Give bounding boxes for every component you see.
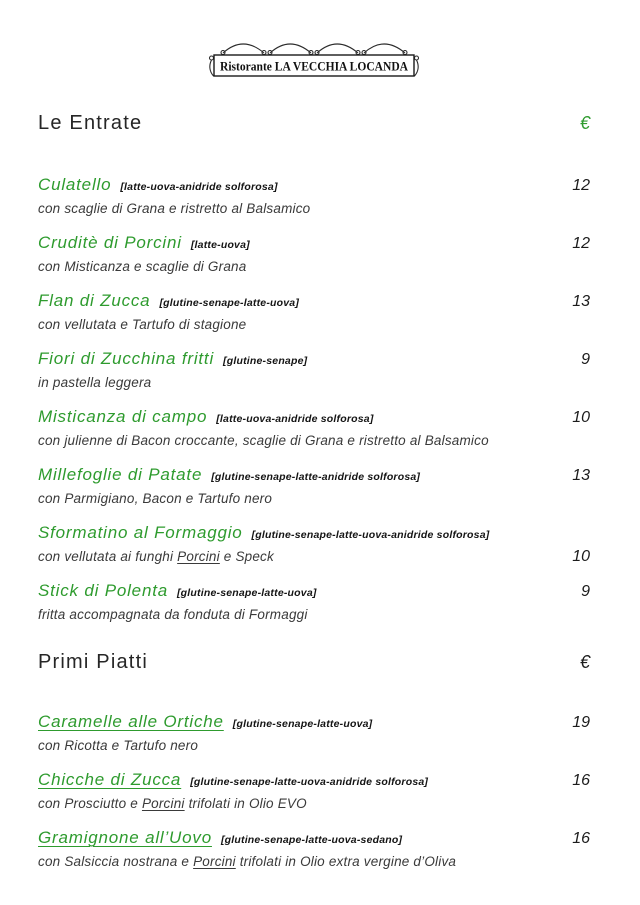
item-price: 19 xyxy=(572,714,590,731)
item-description: con Parmigiano, Bacon e Tartufo nero xyxy=(38,491,273,506)
item-title: Misticanza di campo xyxy=(38,407,208,426)
item-description: con vellutata e Tartufo di stagione xyxy=(38,317,247,332)
restaurant-logo xyxy=(38,38,590,80)
item-allergens: [glutine-senape-latte-uova-anidride solforosa] xyxy=(190,776,429,788)
item-price: 16 xyxy=(572,830,590,847)
item-price: 12 xyxy=(572,235,590,252)
item-description: con scaglie di Grana e ristretto al Balsamico xyxy=(38,201,311,216)
item-description: con julienne di Bacon croccante, scaglie di Grana e ristretto al Balsamico xyxy=(38,433,489,448)
item-title: Fiori di Zucchina fritti xyxy=(38,349,215,368)
item-description: fritta accompagnata da fonduta di Formaggi xyxy=(38,607,308,622)
item-title: Caramelle alle Ortiche xyxy=(38,712,224,731)
menu-item-fiori-di-zucchina xyxy=(38,347,590,393)
menu-item-caramelle-alle-ortiche xyxy=(38,710,590,756)
currency-symbol: € xyxy=(579,113,590,133)
item-price: 10 xyxy=(572,548,590,565)
menu-item-culatello xyxy=(38,173,590,219)
item-price: 13 xyxy=(572,467,590,484)
scrollwork-sign-icon xyxy=(208,38,420,80)
item-allergens: [latte-uova-anidride solforosa] xyxy=(216,413,374,425)
menu-item-sformatino-al-formaggio xyxy=(38,521,590,567)
item-allergens: [glutine-senape-latte-uova] xyxy=(232,718,373,730)
item-title: Sformatino al Formaggio xyxy=(38,523,243,542)
item-title: Chicche di Zucca xyxy=(38,770,182,789)
item-price: 9 xyxy=(581,351,590,368)
section-header-primi-piatti xyxy=(38,651,590,674)
item-price: 9 xyxy=(581,583,590,600)
item-title: Millefoglie di Patate xyxy=(38,465,203,484)
item-price: 13 xyxy=(572,293,590,310)
section-header-le-entrate xyxy=(38,112,590,135)
logo-text: Ristorante LA VECCHIA LOCANDA xyxy=(220,59,408,74)
section-title: Primi Piatti xyxy=(38,651,148,673)
menu-item-stick-di-polenta xyxy=(38,579,590,625)
item-price: 12 xyxy=(572,177,590,194)
item-title: Culatello xyxy=(38,175,112,194)
item-title: Stick di Polenta xyxy=(38,581,168,600)
section-title: Le Entrate xyxy=(38,112,143,134)
item-allergens: [latte-uova-anidride solforosa] xyxy=(120,181,278,193)
menu-item-misticanza-di-campo xyxy=(38,405,590,451)
item-allergens: [glutine-senape-latte-uova] xyxy=(159,297,300,309)
menu-item-crudite-di-porcini xyxy=(38,231,590,277)
menu-item-chicche-di-zucca xyxy=(38,768,590,814)
item-price: 10 xyxy=(572,409,590,426)
item-title: Flan di Zucca xyxy=(38,291,151,310)
item-title: Gramignone all’Uovo xyxy=(38,828,212,847)
item-price: 16 xyxy=(572,772,590,789)
item-allergens: [glutine-senape-latte-uova] xyxy=(176,587,317,599)
item-allergens: [glutine-senape-latte-uova-sedano] xyxy=(220,834,403,846)
item-description: con Misticanza e scaglie di Grana xyxy=(38,259,247,274)
item-allergens: [glutine-senape-latte-uova-anidride solforosa] xyxy=(251,529,490,541)
item-description: in pastella leggera xyxy=(38,375,152,390)
menu-item-flan-di-zucca xyxy=(38,289,590,335)
section-items-primi-piatti xyxy=(38,710,590,872)
item-description: con vellutata ai funghi Porcini e Speck xyxy=(38,549,274,564)
item-description: con Prosciutto e Porcini trifolati in Olio EVO xyxy=(38,796,307,811)
menu-item-millefoglie-di-patate xyxy=(38,463,590,509)
currency-symbol: € xyxy=(579,652,590,672)
item-allergens: [glutine-senape-latte-anidride solforosa] xyxy=(211,471,421,483)
section-items-le-entrate xyxy=(38,173,590,625)
item-description: con Ricotta e Tartufo nero xyxy=(38,738,199,753)
item-title: Cruditè di Porcini xyxy=(38,233,182,252)
item-allergens: [latte-uova] xyxy=(190,239,250,251)
menu-item-gramignone-alluovo xyxy=(38,826,590,872)
item-allergens: [glutine-senape] xyxy=(223,355,308,367)
item-description: con Salsiccia nostrana e Porcini trifolati in Olio extra vergine d’Oliva xyxy=(38,854,457,869)
